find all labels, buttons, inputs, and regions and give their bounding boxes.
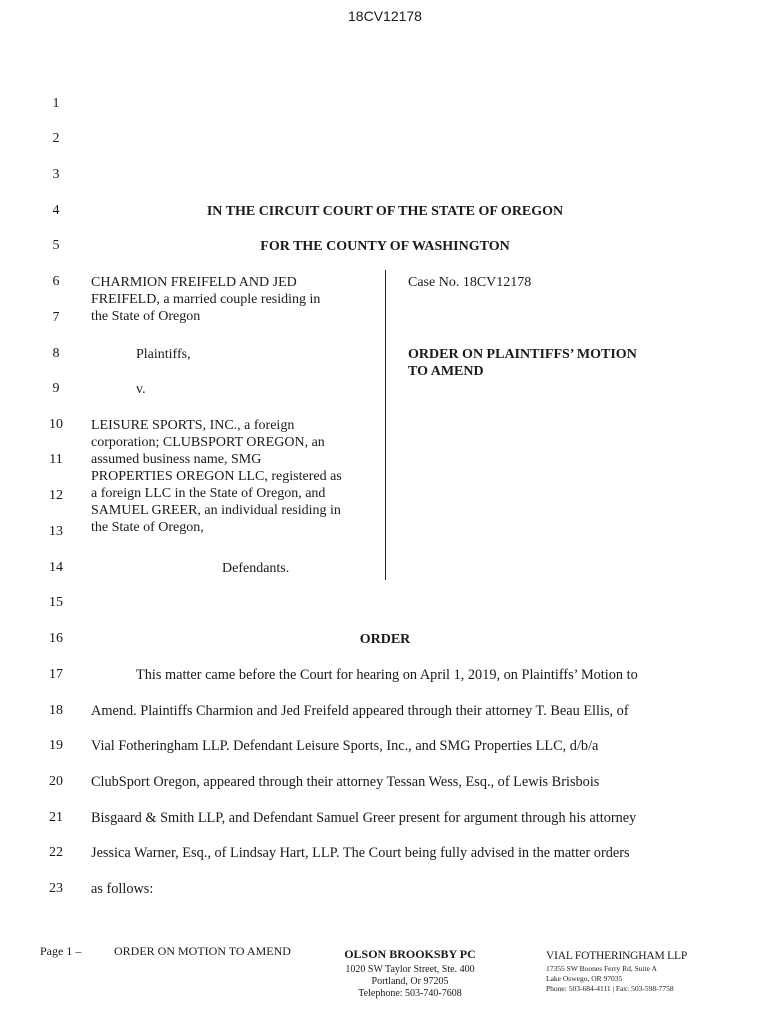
line-number: 12	[49, 488, 63, 503]
line-number: 13	[49, 524, 63, 539]
defendants-line: corporation; CLUBSPORT OREGON, an	[91, 435, 325, 450]
order-body-line: as follows:	[91, 881, 154, 897]
line-number: 11	[49, 452, 63, 467]
footer-firm-phone: Telephone: 503-740-7608	[358, 988, 462, 999]
order-body-line: ClubSport Oregon, appeared through their attorney Tessan Wess, Esq., of Lewis Brisbois	[91, 774, 600, 790]
line-number: 2	[52, 131, 60, 146]
order-body-line: Jessica Warner, Esq., of Lindsay Hart, LLP. The Court being fully advised in the matter orders	[91, 845, 630, 861]
defendants-line: assumed business name, SMG	[91, 452, 262, 467]
footer-firm-address: Portland, Or 97205	[371, 976, 449, 987]
case-number: Case No. 18CV12178	[408, 275, 532, 290]
footer-firm-name: OLSON BROOKSBY PC	[344, 947, 476, 961]
footer-firm-address: 17355 SW Boones Ferry Rd, Suite A	[546, 964, 657, 973]
plaintiffs-line: the State of Oregon	[91, 309, 201, 324]
footer-firm-name: VIAL FOTHERINGHAM LLP	[546, 950, 688, 962]
plaintiffs-line: FREIFELD, a married couple residing in	[91, 292, 321, 307]
order-body-line: Vial Fotheringham LLP. Defendant Leisure Sports, Inc., and SMG Properties LLC, d/b/a	[91, 738, 599, 754]
document-title	[408, 346, 637, 380]
document-title-line: TO AMEND	[408, 364, 484, 379]
defendants-line: SAMUEL GREER, an individual residing in	[91, 503, 341, 518]
line-number: 23	[49, 881, 63, 896]
line-number: 3	[52, 167, 60, 182]
document-title-line: ORDER ON PLAINTIFFS’ MOTION	[408, 347, 637, 362]
plaintiffs-block	[91, 274, 320, 325]
line-number: 21	[49, 810, 63, 825]
court-county: FOR THE COUNTY OF WASHINGTON	[260, 239, 510, 254]
line-number: 6	[52, 274, 60, 289]
line-number: 1	[52, 96, 60, 111]
line-number: 9	[52, 381, 60, 396]
order-body-line: Bisgaard & Smith LLP, and Defendant Samuel Greer present for argument through his attorney	[91, 810, 637, 826]
header-case-number: 18CV12178	[348, 8, 422, 24]
order-body-line: This matter came before the Court for hearing on April 1, 2019, on Plaintiffs’ Motion to	[136, 667, 638, 683]
footer-firm-vial	[546, 950, 746, 994]
line-number: 14	[49, 560, 63, 575]
line-number: 4	[52, 203, 60, 218]
footer-page: Page 1 –	[40, 944, 82, 958]
versus: v.	[136, 382, 146, 397]
line-number: 8	[52, 346, 60, 361]
plaintiffs-line: CHARMION FREIFELD AND JED	[91, 275, 297, 290]
order-body-line: Amend. Plaintiffs Charmion and Jed Freifeld appeared through their attorney T. Beau Ellis, of	[91, 703, 629, 719]
line-number: 15	[49, 595, 63, 610]
defendants-line: PROPERTIES OREGON LLC, registered as	[91, 469, 342, 484]
footer-title: ORDER ON MOTION TO AMEND	[114, 944, 291, 958]
footer-firm-address: Lake Oswego, OR 97035	[546, 974, 623, 983]
line-number: 17	[49, 667, 63, 682]
line-number: 5	[52, 238, 60, 253]
plaintiffs-label: Plaintiffs,	[136, 347, 191, 362]
line-number: 16	[49, 631, 63, 646]
line-number: 10	[49, 417, 63, 432]
line-number: 7	[52, 310, 60, 325]
line-number: 18	[49, 703, 63, 718]
defendants-line: a foreign LLC in the State of Oregon, and	[91, 486, 326, 501]
defendants-line: LEISURE SPORTS, INC., a foreign	[91, 418, 295, 433]
line-number: 19	[49, 738, 63, 753]
caption-divider	[385, 270, 386, 580]
defendants-line: the State of Oregon,	[91, 520, 204, 535]
footer-firm-phone: Phone: 503-684-4111 | Fax: 503-598-7758	[546, 984, 674, 993]
line-number: 20	[49, 774, 63, 789]
line-number: 22	[49, 845, 63, 860]
footer-firm-olson	[330, 947, 490, 1000]
defendants-label: Defendants.	[222, 561, 290, 576]
court-title: IN THE CIRCUIT COURT OF THE STATE OF OREGON	[206, 204, 564, 219]
order-heading: ORDER	[359, 632, 411, 647]
defendants-block	[91, 417, 342, 536]
footer-firm-address: 1020 SW Taylor Street, Ste. 400	[345, 964, 475, 975]
